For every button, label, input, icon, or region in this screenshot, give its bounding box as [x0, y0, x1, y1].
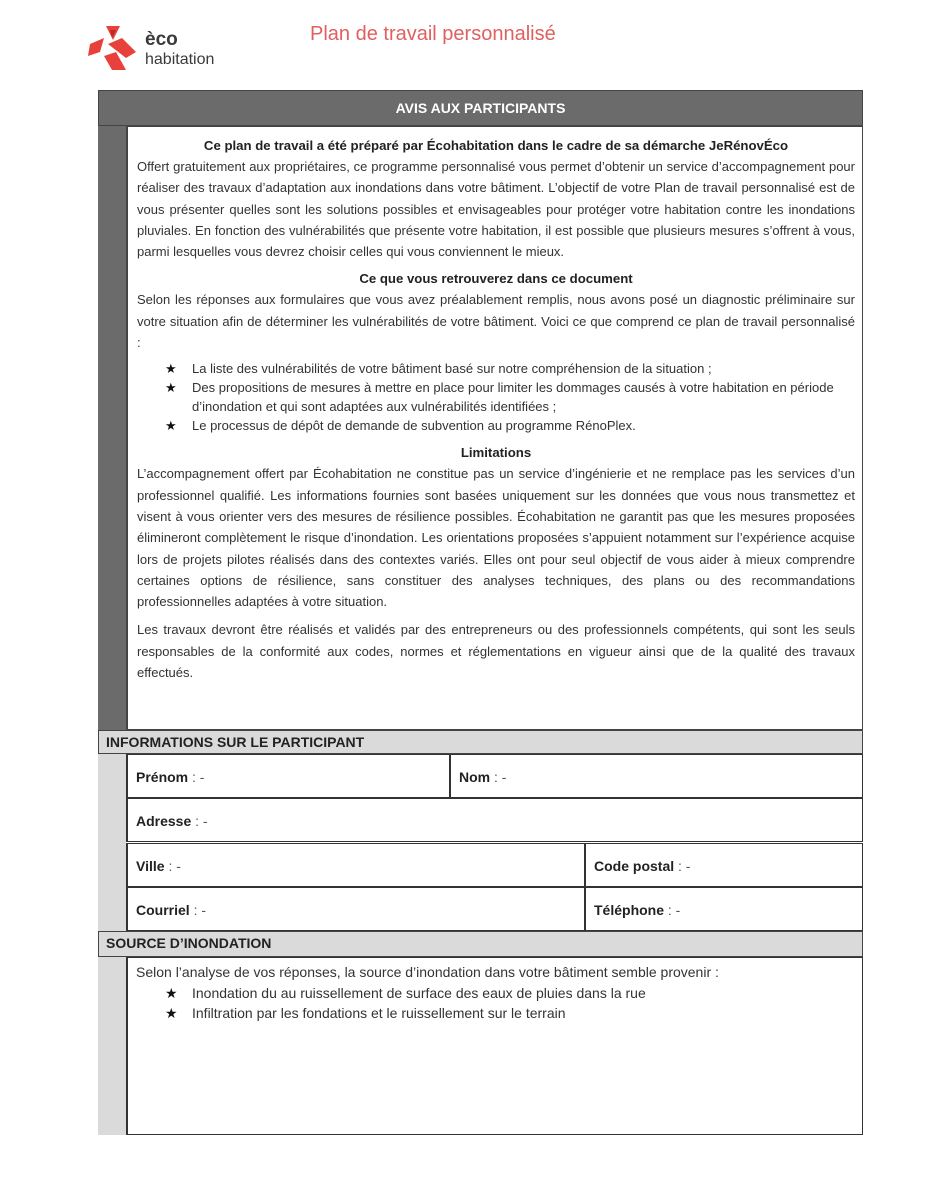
list-item	[165, 416, 855, 435]
limits-title: Limitations	[460, 445, 532, 461]
source-section-header	[98, 931, 863, 957]
nom-value: : -	[494, 769, 507, 785]
ecohabitation-logo	[86, 20, 236, 76]
source-body	[126, 957, 863, 1135]
adresse-label: Adresse	[136, 813, 192, 829]
nom-label: Nom	[459, 769, 491, 785]
ville-field[interactable]	[126, 843, 585, 887]
telephone-field[interactable]	[584, 887, 863, 931]
ville-value: : -	[168, 858, 181, 874]
limits-text-2: Les travaux devront être réalisés et validés par des entrepreneurs ou des professionnels compétents, qui sont les seuls responsables de la conformité aux codes, normes et réglementations en vigueur ainsi que de la qualité des travaux effectués.	[137, 622, 855, 681]
telephone-label: Téléphone	[594, 902, 665, 918]
courriel-label: Courriel	[136, 902, 190, 918]
list-item-text: La liste des vulnérabilités de votre bâtiment basé sur notre compréhension de la situation ;	[192, 361, 712, 377]
code-postal-label: Code postal	[594, 858, 675, 874]
source-sidebar	[98, 957, 126, 1135]
source-list	[136, 983, 855, 1023]
prenom-value: : -	[192, 769, 205, 785]
list-item	[165, 1003, 855, 1023]
code-postal-value: : -	[678, 858, 691, 874]
adresse-field[interactable]	[126, 798, 863, 842]
star-icon: ★	[165, 418, 177, 434]
limits-text-1: L’accompagnement offert par Écohabitation ne constitue pas un service d’ingénierie et ne remplace pas les services d’un professionnel qualifié. Les informations fournies sont basées uniquement sur les données que vous nous transmettez et visent à vous orienter vers des mesures de résilience possibles. Écohabitation ne garantit pas que les mesures proposées élimineront complètement le risque d’inondation. Les orientations proposées s’appuient notamment sur l’expérience acquise lors de projets pilotes réalisés dans des contextes variés. Elles ont pour seul objectif de vous aider à mieux comprendre certaines options de résilience, sans constituer des analyses techniques, des plans ou des recommandations professionnelles adaptées à votre situation.	[137, 466, 855, 610]
prenom-field[interactable]	[126, 754, 450, 798]
telephone-value: : -	[667, 902, 681, 918]
courriel-value: : -	[193, 902, 207, 918]
logo-text-eco: èco	[145, 29, 178, 50]
list-item	[165, 378, 855, 416]
content-list	[137, 359, 855, 435]
content-title: Ce que vous retrouverez dans ce document	[359, 271, 633, 287]
prenom-label: Prénom	[136, 769, 189, 785]
avis-heading: AVIS AUX PARTICIPANTS	[395, 100, 566, 116]
star-icon: ★	[165, 985, 178, 1001]
participant-heading: INFORMATIONS SUR LE PARTICIPANT	[106, 734, 365, 750]
list-item-text: Des propositions de mesures à mettre en place pour limiter les dommages causés à votre habitation en période d’inondation et qui sont adaptées aux vulnérabilités identifiées ;	[192, 380, 834, 415]
avis-section-header	[98, 90, 863, 126]
code-postal-field[interactable]	[584, 843, 863, 887]
intro-text: Offert gratuitement aux propriétaires, ce programme personnalisé vous permet d’obtenir un service d’accompagnement pour réaliser des travaux d’adaptation aux inondations dans votre bâtiment. L’objectif de votre Plan de travail personnalisé est de vous présenter quelles sont les solutions possibles et envisageables pour protéger votre habitation contre les inondations pluviales. En fonction des vulnérabilités que présente votre habitation, il est possible que plusieurs mesures s’offrent à vous, parmi lesquelles vous devrez choisir celles qui vous conviennent le mieux.	[137, 159, 855, 260]
list-item	[165, 983, 855, 1003]
list-item-text: Inondation du au ruissellement de surface des eaux de pluies dans la rue	[192, 985, 646, 1001]
participant-section-header	[98, 730, 863, 754]
nom-field[interactable]	[449, 754, 863, 798]
source-intro: Selon l’analyse de vos réponses, la source d’inondation dans votre bâtiment semble provenir :	[136, 964, 719, 980]
list-item-text: Le processus de dépôt de demande de subvention au programme RénoPlex.	[192, 418, 636, 434]
ecohabitation-logo-icon	[86, 22, 138, 74]
intro-title: Ce plan de travail a été préparé par Écohabitation dans le cadre de sa démarche JeRénovÉco	[203, 138, 789, 153]
star-icon: ★	[165, 380, 177, 396]
list-item	[165, 359, 855, 378]
courriel-field[interactable]	[126, 887, 585, 931]
avis-sidebar	[98, 126, 126, 730]
avis-body	[126, 126, 863, 730]
adresse-value: : -	[195, 813, 208, 829]
logo-text-habitation: habitation	[145, 51, 215, 68]
star-icon: ★	[165, 1005, 178, 1021]
source-heading: SOURCE D’INONDATION	[106, 935, 272, 951]
participant-sidebar	[98, 754, 126, 931]
document-title: Plan de travail personnalisé	[310, 23, 556, 45]
list-item-text: Infiltration par les fondations et le ruissellement sur le terrain	[192, 1005, 566, 1021]
star-icon: ★	[165, 361, 177, 377]
ville-label: Ville	[136, 858, 165, 874]
content-text: Selon les réponses aux formulaires que vous avez préalablement remplis, nous avons posé un diagnostic préliminaire sur votre situation afin de déterminer les vulnérabilités de votre bâtiment. Voici ce que comprend ce plan de travail personnalisé :	[137, 292, 855, 351]
